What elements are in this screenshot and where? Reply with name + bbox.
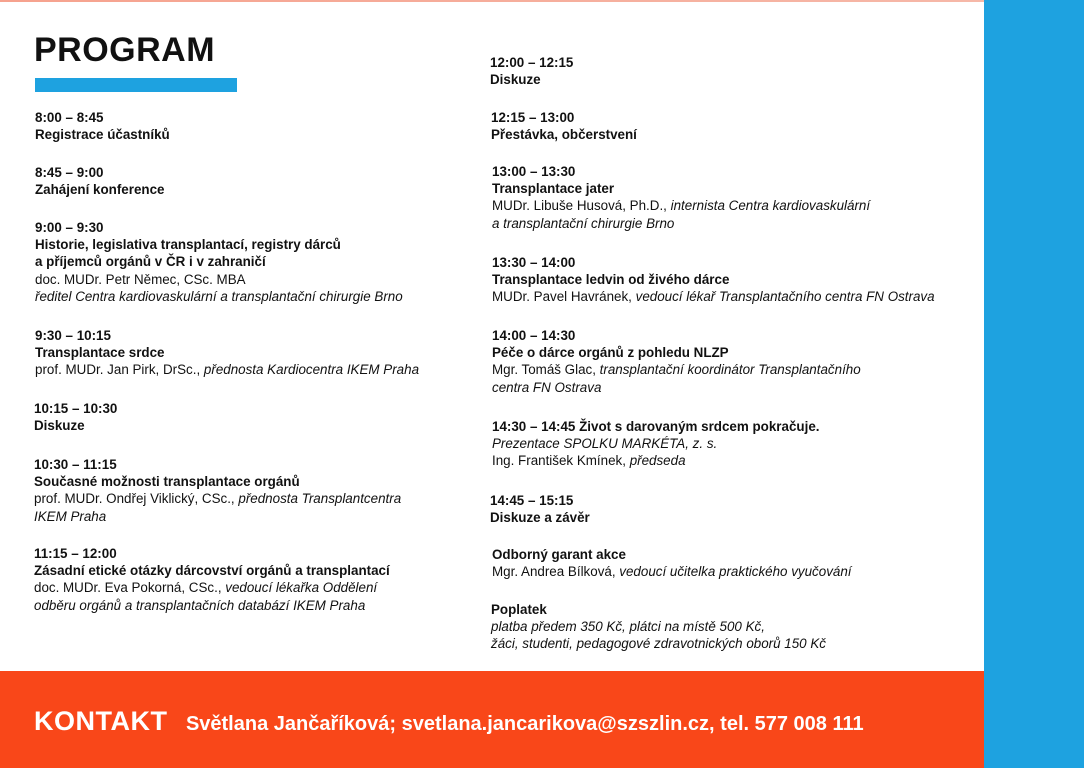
item-time: 10:30 – 11:15: [34, 457, 117, 472]
item-speaker: Mgr. Tomáš Glac,: [492, 362, 596, 378]
item-role-cont: centra FN Ostrava: [492, 379, 602, 395]
program-item-kidney-transplant: [492, 254, 935, 306]
item-time: 9:30 – 10:15: [35, 328, 111, 343]
item-title: Registrace účastníků: [35, 127, 170, 143]
program-item-registration: [35, 109, 170, 143]
item-title: Diskuze: [490, 72, 541, 88]
fee-info: [491, 601, 826, 653]
program-item-heart-transplant: [35, 327, 419, 379]
item-speaker: doc. MUDr. Petr Němec, CSc. MBA: [35, 271, 246, 287]
program-item-discussion-1: [34, 400, 117, 434]
fee-heading: Poplatek: [491, 602, 547, 617]
item-title: Historie, legislativa transplantací, registry dárců a příjemců orgánů v ČR i v zahraničí: [35, 237, 341, 270]
item-title: Transplantace ledvin od živého dárce: [492, 272, 730, 288]
item-time: 8:45 – 9:00: [35, 165, 104, 180]
item-title: Diskuze: [34, 418, 85, 434]
item-time: 12:15 – 13:00: [491, 110, 575, 125]
program-item-history: [35, 219, 403, 305]
item-time: 12:00 – 12:15: [490, 55, 574, 70]
page-title: PROGRAM: [34, 31, 216, 69]
contact-line: [34, 706, 864, 737]
item-role: vedoucí lékař Transplantačního centra FN Ostrava: [631, 289, 935, 305]
contact-label: KONTAKT: [34, 706, 168, 736]
item-title: Péče o dárce orgánů z pohledu NLZP: [492, 345, 729, 361]
item-title: Přestávka, občerstvení: [491, 127, 637, 143]
program-item-opening: [35, 164, 165, 198]
item-title: Zásadní etické otázky dárcovství orgánů a transplantací: [34, 563, 390, 579]
item-speaker: doc. MUDr. Eva Pokorná, CSc.,: [34, 580, 222, 596]
program-item-break: [491, 109, 637, 143]
item-role: vedoucí lékařka Oddělení: [221, 580, 378, 596]
item-speaker: prof. MUDr. Ondřej Viklický, CSc.,: [34, 491, 235, 507]
item-time: 13:00 – 13:30: [492, 164, 576, 179]
program-item-final-discussion: [490, 492, 590, 526]
guarantor-heading: Odborný garant akce: [492, 547, 626, 562]
item-speaker: prof. MUDr. Jan Pirk, DrSc.,: [35, 362, 201, 378]
program-item-ethics: [34, 545, 390, 614]
program-item-current-options: [34, 456, 401, 525]
item-role: ředitel Centra kardiovaskulární a transplantační chirurgie Brno: [35, 288, 403, 304]
program-item-donor-care: [492, 327, 861, 396]
item-time: 14:45 – 15:15: [490, 493, 574, 508]
item-time: 13:30 – 14:00: [492, 255, 576, 270]
item-title: Transplantace jater: [492, 181, 615, 197]
item-time: 9:00 – 9:30: [35, 220, 104, 235]
item-role: přednosta Transplantcentra: [234, 491, 402, 507]
guarantor-role: vedoucí učitelka praktického vyučování: [615, 564, 852, 580]
item-time: 14:00 – 14:30: [492, 328, 576, 343]
right-color-bar: [984, 0, 1084, 768]
item-speaker: MUDr. Libuše Husová, Ph.D.,: [492, 198, 667, 214]
program-item-liver-transplant: [492, 163, 870, 232]
top-rule: [0, 0, 984, 2]
guarantor-info: [492, 546, 852, 580]
contact-info: Světlana Jančaříková; svetlana.jancarikova@szszlin.cz, tel. 577 008 111: [185, 713, 864, 735]
guarantor-name: Mgr. Andrea Bílková,: [492, 564, 616, 580]
item-title: Současné možnosti transplantace orgánů: [34, 474, 300, 490]
item-title: Transplantace srdce: [35, 345, 165, 361]
item-title: Diskuze a závěr: [490, 510, 590, 526]
program-item-life-with-heart: [492, 418, 819, 470]
item-time: 10:15 – 10:30: [34, 401, 118, 416]
item-role-cont: a transplantační chirurgie Brno: [492, 215, 675, 231]
item-role: přednosta Kardiocentra IKEM Praha: [200, 362, 420, 378]
fee-line-1: platba předem 350 Kč, plátci na místě 500 Kč,: [491, 619, 765, 635]
item-title: Zahájení konference: [35, 182, 165, 198]
item-role-cont: IKEM Praha: [34, 508, 107, 524]
item-speaker: Ing. František Kmínek,: [492, 453, 626, 469]
item-speaker: MUDr. Pavel Havránek,: [492, 289, 632, 305]
item-time-title: 14:30 – 14:45 Život s darovaným srdcem pokračuje.: [492, 419, 820, 434]
item-presentation: Prezentace SPOLKU MARKÉTA, z. s.: [492, 436, 718, 452]
fee-line-2: žáci, studenti, pedagogové zdravotnických oborů 150 Kč: [491, 636, 826, 652]
title-underline: [35, 78, 237, 92]
item-role: předseda: [625, 453, 686, 469]
item-time: 8:00 – 8:45: [35, 110, 104, 125]
item-role: transplantační koordinátor Transplantačního: [595, 362, 861, 378]
item-time: 11:15 – 12:00: [34, 546, 117, 561]
item-role: internista Centra kardiovaskulární: [666, 198, 871, 214]
program-item-discussion-2: [490, 54, 573, 88]
item-role-cont: odběru orgánů a transplantačních databází IKEM Praha: [34, 597, 366, 613]
